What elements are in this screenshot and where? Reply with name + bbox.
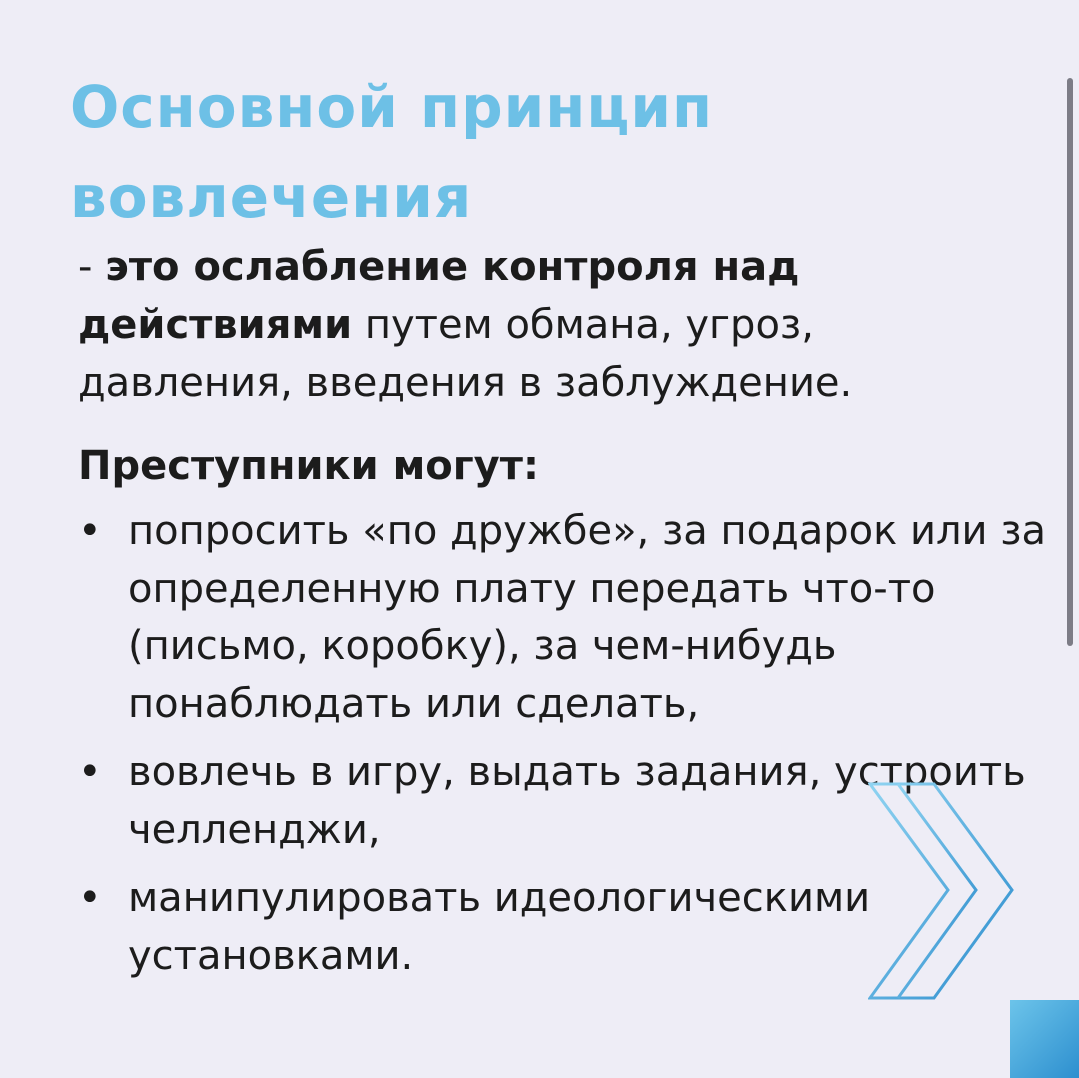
list-item [78, 503, 1068, 733]
definition-paragraph [78, 238, 998, 412]
corner-accent-block [1010, 1000, 1079, 1078]
criminals-subheading: Преступники могут: [78, 443, 539, 489]
slide-title-line-1: Основной принцип [70, 73, 714, 141]
list-item-text: попросить «по дружбе», за подарок или за определенную плату передать что-то (письмо, коробку), за чем-нибудь понаблюдать или сделать, [128, 508, 1047, 727]
list-item-text: манипулировать идеологическими установками. [128, 875, 871, 979]
bullet-icon: • [78, 749, 102, 795]
bullet-icon: • [78, 508, 102, 554]
bullet-icon: • [78, 875, 102, 921]
double-chevron-right-icon [868, 782, 1018, 1004]
scrollbar[interactable] [1067, 78, 1073, 646]
slide-title-line-2: вовлечения [70, 163, 473, 231]
definition-dash: - [78, 244, 106, 290]
slide-title [70, 62, 970, 242]
definition-bold-text: это ослабление контроля над действиями [78, 244, 800, 348]
list-item-text: вовлечь в игру, выдать задания, устроить челленджи, [128, 749, 1026, 853]
definition-rest-text: путем обмана, угроз, давления, введения в заблуждение. [78, 302, 853, 406]
